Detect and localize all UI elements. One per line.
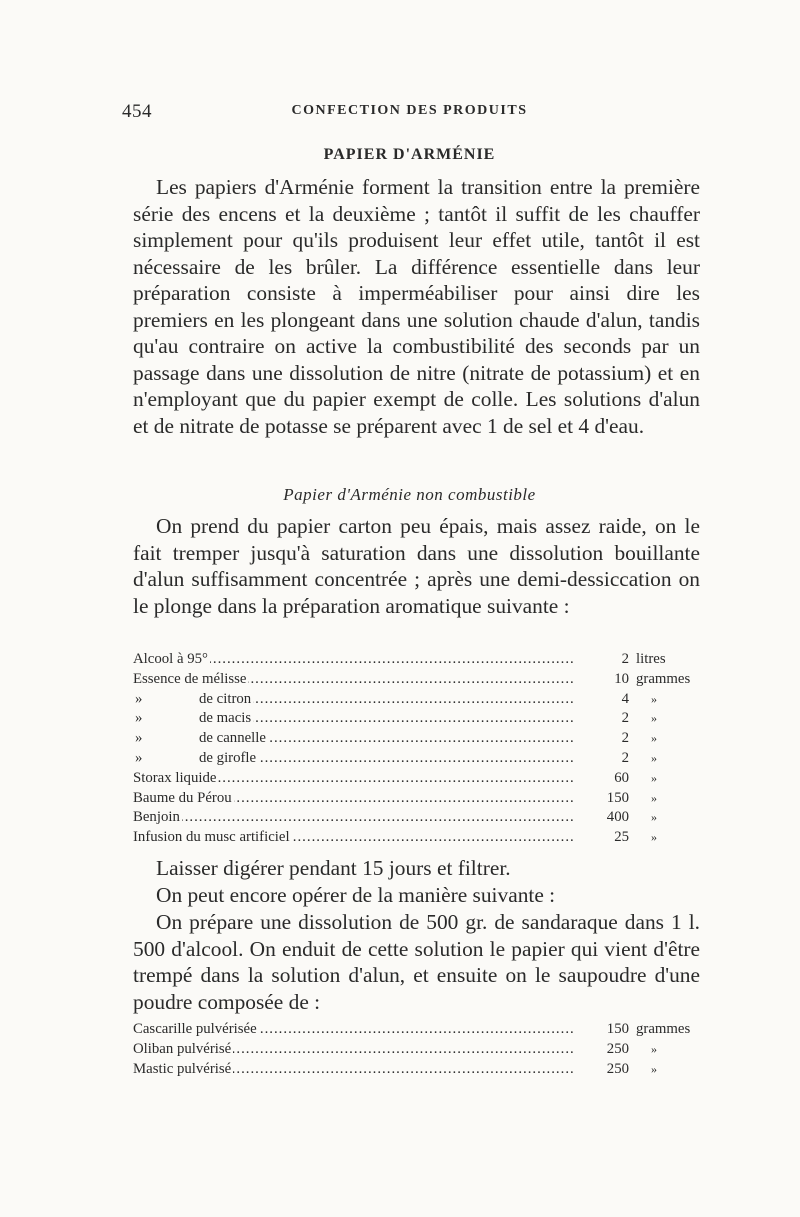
- after-recipe-text: Laisser digérer pendant 15 jours et filtrer.: [156, 856, 511, 880]
- ingredient-quantity: 150: [606, 789, 629, 806]
- recipe-row: [133, 709, 700, 729]
- recipe-row: [133, 650, 700, 670]
- ingredient-unit: grammes: [636, 1021, 691, 1037]
- ingredient-unit: »: [651, 790, 657, 805]
- ingredient-name: Oliban pulvérisé .....: [133, 1040, 573, 1060]
- ingredient-name: Benjoin .....: [133, 808, 573, 828]
- section-title: PAPIER D'ARMÉNIE: [323, 146, 496, 163]
- recipe-row: [133, 690, 700, 710]
- ingredient-name: Infusion du musc artificiel .....: [133, 828, 573, 848]
- recipe-row: [133, 729, 700, 749]
- ingredient-quantity: 400: [606, 809, 629, 826]
- intro-paragraph: Les papiers d'Arménie forment la transition entre la première série des encens et la deuxième ; tantôt il suffit de les chauffer simplement pour qu'ils produisent leur effet utile, tantôt il est nécessaire de les brûler. La différence essentielle dans leur préparation consiste à imperméabiliser pour ainsi dire les premiers en les plongeant dans une solution chaude d'alun, tandis qu'au contraire on active la combustibilité des seconds par un passage dans une dissolution de nitre (nitrate de potassium) et en n'employant que du papier exempt de colle. Les solutions d'alun et de nitrate de potasse se préparent avec 1 de sel et 4 d'eau.: [133, 175, 700, 438]
- ingredient-unit: litres: [636, 651, 666, 667]
- ingredient-name: » de macis .....: [133, 709, 573, 729]
- recipe-row: [133, 769, 700, 789]
- recipe-row: [133, 808, 700, 828]
- alternative-paragraph: On prépare une dissolution de 500 gr. de sandaraque dans 1 l. 500 d'alcool. On enduit de cette solution le papier qui vient d'être trempé dans la solution d'alun, et ensuite on le saupoudre d'une poudre composée de :: [133, 910, 700, 1014]
- ingredient-name: Essence de mélisse .....: [133, 670, 573, 690]
- ingredient-quantity: 2: [621, 651, 629, 667]
- page-number: 454: [122, 101, 152, 122]
- ingredient-quantity: 250: [606, 1060, 629, 1077]
- running-head: [122, 101, 697, 125]
- recipe-row: [133, 670, 700, 690]
- ingredient-quantity: 2: [621, 749, 629, 766]
- ingredient-name: Mastic pulvérisé .....: [133, 1060, 573, 1080]
- ingredient-unit: »: [651, 1041, 657, 1056]
- ingredient-unit: »: [651, 731, 657, 746]
- ingredient-quantity: 4: [621, 690, 629, 707]
- ingredient-quantity: 2: [621, 730, 629, 747]
- ingredient-unit: »: [651, 750, 657, 765]
- ingredient-name: » de citron .....: [133, 690, 573, 710]
- ingredient-unit: »: [651, 770, 657, 785]
- ingredient-name: Storax liquide .....: [133, 769, 573, 789]
- ingredient-quantity: 2: [621, 710, 629, 727]
- ingredient-quantity: 25: [614, 829, 629, 846]
- alternative-intro: On peut encore opérer de la manière suivante :: [156, 883, 556, 907]
- ingredient-unit: grammes: [636, 670, 691, 687]
- ingredient-unit: »: [651, 830, 657, 845]
- ingredient-unit: »: [651, 810, 657, 825]
- ingredient-unit: »: [651, 711, 657, 726]
- method-paragraph: On prend du papier carton peu épais, mais assez raide, on le fait tremper jusqu'à saturation dans une dissolution bouillante d'alun suffisamment concentrée ; après une demi-dessiccation on le plonge dans la préparation aromatique suivante :: [133, 514, 700, 618]
- ingredient-name: » de girofle .....: [133, 749, 573, 769]
- ingredient-name: Cascarille pulvérisée .....: [133, 1020, 573, 1040]
- recipe-row: [133, 1020, 700, 1040]
- recipe-row: [133, 1060, 700, 1080]
- ingredient-quantity: 250: [606, 1040, 629, 1057]
- recipe-row: [133, 789, 700, 809]
- ingredient-name: Alcool à 95° .....: [133, 650, 573, 670]
- recipe-list-2: [133, 1020, 700, 1079]
- ingredient-quantity: 10: [614, 670, 629, 687]
- recipe-row: [133, 1040, 700, 1060]
- recipe-list-1: [133, 650, 700, 848]
- running-title: CONFECTION DES PRODUITS: [291, 103, 528, 118]
- recipe-row: [133, 749, 700, 769]
- ditto-mark: »: [133, 709, 199, 729]
- ingredient-name: » de cannelle .....: [133, 729, 573, 749]
- ditto-mark: »: [133, 749, 199, 769]
- recipe-row: [133, 828, 700, 848]
- subtitle: Papier d'Arménie non combustible: [283, 485, 536, 504]
- ingredient-name: Baume du Pérou .....: [133, 789, 573, 809]
- ingredient-quantity: 60: [614, 769, 629, 786]
- ditto-mark: »: [133, 690, 199, 710]
- ditto-mark: »: [133, 729, 199, 749]
- ingredient-unit: »: [651, 691, 657, 706]
- ingredient-quantity: 150: [606, 1021, 629, 1037]
- ingredient-unit: »: [651, 1061, 657, 1076]
